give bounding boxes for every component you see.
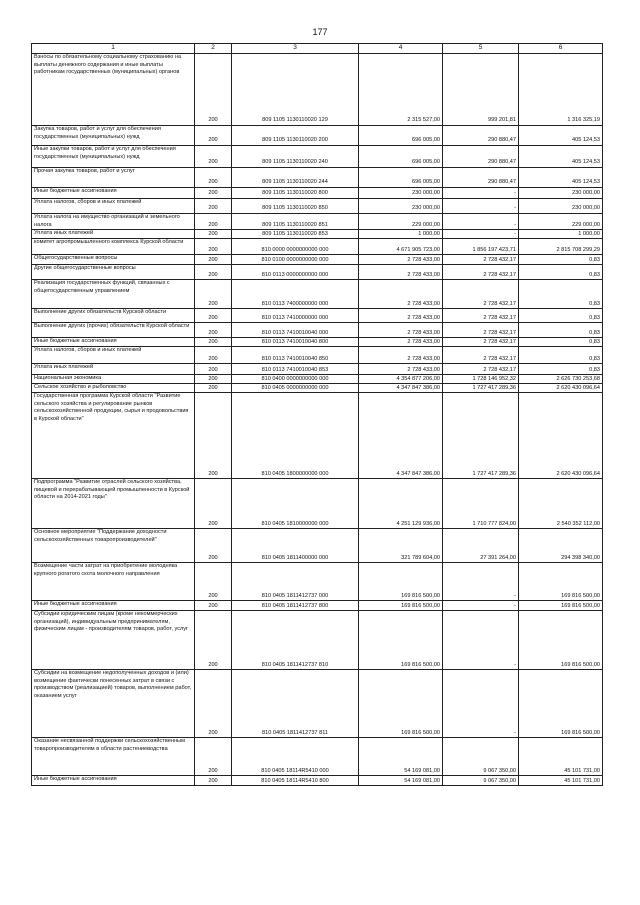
row-value-col5: -: [443, 230, 519, 239]
row-classification-code: 810 0405 1811400000 000: [232, 529, 359, 563]
table-row: [32, 280, 603, 309]
table-row: [32, 199, 603, 214]
row-value-col4: 2 315 527,00: [359, 54, 443, 126]
row-value-col5: 290 880,47: [443, 126, 519, 146]
row-value-col4: 696 005,00: [359, 168, 443, 188]
row-line-code: 200: [195, 214, 232, 230]
row-name: Другие общегосударственные вопросы: [32, 265, 195, 280]
row-line-code: 200: [195, 265, 232, 280]
row-value-col6: 294 398 340,00: [519, 529, 603, 563]
row-value-col5: -: [443, 214, 519, 230]
row-value-col4: 1 000,00: [359, 230, 443, 239]
row-line-code: 200: [195, 375, 232, 384]
row-value-col4: 2 728 433,00: [359, 364, 443, 375]
row-name: Национальная экономика: [32, 375, 195, 384]
row-line-code: 200: [195, 601, 232, 611]
row-value-col6: 229 000,00: [519, 214, 603, 230]
row-classification-code: 810 0405 1810000000 000: [232, 479, 359, 529]
row-value-col5: 1 710 777 824,00: [443, 479, 519, 529]
row-value-col6: 405 124,53: [519, 126, 603, 146]
row-value-col4: 54 169 081,00: [359, 738, 443, 776]
row-value-col4: 230 000,00: [359, 188, 443, 199]
row-value-col5: 2 728 432,17: [443, 323, 519, 338]
row-name: Подпрограмма "Развитие отраслей сельского хозяйства, пищевой и перерабатывающей промышленности в Курской области на 2014-2021 годы": [32, 479, 195, 529]
row-value-col4: 2 728 433,00: [359, 255, 443, 265]
table-row: [32, 323, 603, 338]
row-value-col5: -: [443, 601, 519, 611]
row-name: Уплата налогов, сборов и иных платежей: [32, 347, 195, 364]
row-value-col5: 1 727 417 289,36: [443, 384, 519, 393]
row-line-code: 200: [195, 230, 232, 239]
row-line-code: 200: [195, 563, 232, 601]
row-value-col5: 9 067 350,00: [443, 738, 519, 776]
row-value-col4: 696 005,00: [359, 146, 443, 168]
header-col-4: 4: [359, 44, 443, 54]
table-row: [32, 393, 603, 479]
row-name: Уплата налога на имущество организаций и земельного налога: [32, 214, 195, 230]
row-value-col6: 0,83: [519, 347, 603, 364]
row-classification-code: 810 0113 7410010040 800: [232, 338, 359, 347]
row-classification-code: 810 0113 0000000000 000: [232, 265, 359, 280]
row-value-col5: -: [443, 670, 519, 738]
row-name: Общегосударственные вопросы: [32, 255, 195, 265]
row-classification-code: 809 1105 1130110020 800: [232, 188, 359, 199]
row-line-code: 200: [195, 146, 232, 168]
row-name: Уплата иных платежей: [32, 364, 195, 375]
row-name: Выполнение других обязательств Курской области: [32, 309, 195, 323]
table-row: [32, 563, 603, 601]
row-value-col6: 2 620 430 096,64: [519, 384, 603, 393]
row-value-col4: 169 816 500,00: [359, 611, 443, 670]
table-row: [32, 168, 603, 188]
row-name: Государственная программа Курской области "Развитие сельского хозяйства и регулирование рынков сельскохозяйственной продукции, сырья и продовольствия в Курской области": [32, 393, 195, 479]
row-name: Возмещение части затрат на приобретение молодняка крупного рогатого скота молочного направления: [32, 563, 195, 601]
row-line-code: 200: [195, 338, 232, 347]
row-classification-code: 809 1105 1130110020 851: [232, 214, 359, 230]
row-value-col4: 54 169 081,00: [359, 776, 443, 786]
row-classification-code: 810 0113 7410000000 000: [232, 309, 359, 323]
row-value-col5: 9 067 350,00: [443, 776, 519, 786]
row-name: Сельское хозяйство и рыболовство: [32, 384, 195, 393]
row-classification-code: 810 0405 1811412737 800: [232, 601, 359, 611]
row-line-code: 200: [195, 309, 232, 323]
row-value-col4: 4 347 847 386,00: [359, 384, 443, 393]
row-name: Иные бюджетные ассигнования: [32, 776, 195, 786]
row-value-col6: 169 816 500,00: [519, 670, 603, 738]
row-classification-code: 810 0405 1811412737 811: [232, 670, 359, 738]
row-classification-code: 810 0113 7410010040 000: [232, 323, 359, 338]
row-name: Взносы по обязательному социальному страхованию на выплаты денежного содержания и иные выплаты работникам государственных (муниципальных) органов: [32, 54, 195, 126]
row-classification-code: 810 0405 1811412737 000: [232, 563, 359, 601]
header-col-1: 1: [32, 44, 195, 54]
header-col-5: 5: [443, 44, 519, 54]
row-classification-code: 810 0113 7410010040 853: [232, 364, 359, 375]
row-value-col4: 321 789 604,00: [359, 529, 443, 563]
table-row: [32, 126, 603, 146]
row-line-code: 200: [195, 54, 232, 126]
row-value-col4: 169 816 500,00: [359, 563, 443, 601]
row-value-col6: 230 000,00: [519, 188, 603, 199]
row-value-col6: 2 815 708 299,29: [519, 239, 603, 255]
row-value-col6: 169 816 500,00: [519, 611, 603, 670]
table-row: [32, 611, 603, 670]
row-name: Субсидии юридическим лицам (кроме некоммерческих организаций), индивидуальным предпринимателям, физическим лицам - производителям товаров, работ, услуг: [32, 611, 195, 670]
row-value-col6: 0,83: [519, 364, 603, 375]
row-line-code: 200: [195, 255, 232, 265]
table-row: [32, 188, 603, 199]
row-value-col5: -: [443, 199, 519, 214]
table-row: [32, 239, 603, 255]
row-value-col6: 2 626 730 253,68: [519, 375, 603, 384]
row-classification-code: 809 1105 1130110020 129: [232, 54, 359, 126]
row-name: Реализация государственных функций, связанных с общегосударственным управлением: [32, 280, 195, 309]
row-classification-code: 810 0405 0000000000 000: [232, 384, 359, 393]
page-number: 177: [312, 27, 328, 37]
row-line-code: 200: [195, 126, 232, 146]
row-classification-code: 810 0405 18114R5410 000: [232, 738, 359, 776]
table-row: [32, 529, 603, 563]
row-value-col6: 0,83: [519, 255, 603, 265]
row-name: Иные бюджетные ассигнования: [32, 601, 195, 611]
row-name: Основное мероприятие "Поддержание доходности сельскохозяйственных товаропроизводителей": [32, 529, 195, 563]
row-line-code: 200: [195, 168, 232, 188]
row-line-code: 200: [195, 529, 232, 563]
row-value-col6: 169 816 500,00: [519, 601, 603, 611]
row-value-col4: 169 816 500,00: [359, 601, 443, 611]
row-line-code: 200: [195, 393, 232, 479]
row-value-col4: 2 728 433,00: [359, 309, 443, 323]
table-row: [32, 214, 603, 230]
table-header-row: [32, 44, 603, 54]
row-value-col5: 2 728 432,17: [443, 265, 519, 280]
table-row: [32, 265, 603, 280]
row-name: Прочая закупка товаров, работ и услуг: [32, 168, 195, 188]
row-classification-code: 810 0405 18114R5410 800: [232, 776, 359, 786]
row-value-col5: 290 880,47: [443, 146, 519, 168]
row-value-col5: 27 391 264,00: [443, 529, 519, 563]
row-value-col4: 2 728 433,00: [359, 323, 443, 338]
row-value-col6: 405 124,53: [519, 146, 603, 168]
table-row: [32, 738, 603, 776]
row-value-col6: 0,83: [519, 323, 603, 338]
row-line-code: 200: [195, 479, 232, 529]
header-col-2: 2: [195, 44, 232, 54]
row-value-col6: 1 000,00: [519, 230, 603, 239]
row-classification-code: 810 0113 7410010040 850: [232, 347, 359, 364]
table-row: [32, 364, 603, 375]
header-col-3: 3: [232, 44, 359, 54]
row-value-col6: 0,83: [519, 309, 603, 323]
table-row: [32, 776, 603, 786]
row-name: Иные закупки товаров, работ и услуг для обеспечения государственных (муниципальных) нужд: [32, 146, 195, 168]
row-value-col5: 1 728 146 952,32: [443, 375, 519, 384]
table-row: [32, 670, 603, 738]
row-value-col6: 405 124,53: [519, 168, 603, 188]
table-row: [32, 146, 603, 168]
row-line-code: 200: [195, 738, 232, 776]
budget-table: [31, 43, 603, 786]
table-row: [32, 309, 603, 323]
row-name: Оказание несвязанной поддержки сельскохозяйственным товаропроизводителям в области растениеводства: [32, 738, 195, 776]
row-value-col4: 229 000,00: [359, 214, 443, 230]
row-name: Субсидии на возмещение недополученных доходов и (или) возмещение фактически понесенных затрат в связи с производством (реализацией) товаров, выполнением работ, оказанием услуг: [32, 670, 195, 738]
row-line-code: 200: [195, 776, 232, 786]
row-value-col6: 1 316 325,19: [519, 54, 603, 126]
row-value-col6: 2 620 430 096,64: [519, 393, 603, 479]
row-classification-code: 809 1105 1130110020 200: [232, 126, 359, 146]
row-line-code: 200: [195, 364, 232, 375]
row-value-col4: 4 354 877 206,00: [359, 375, 443, 384]
table-row: [32, 230, 603, 239]
row-value-col4: 4 251 129 936,00: [359, 479, 443, 529]
row-value-col5: -: [443, 611, 519, 670]
table-row: [32, 384, 603, 393]
row-value-col6: 0,83: [519, 338, 603, 347]
row-name: Уплата иных платежей: [32, 230, 195, 239]
row-value-col6: 0,83: [519, 280, 603, 309]
row-name: Иные бюджетные ассигнования: [32, 338, 195, 347]
table-row: [32, 54, 603, 126]
row-value-col5: 2 728 432,17: [443, 347, 519, 364]
row-line-code: 200: [195, 384, 232, 393]
row-name: Иные бюджетные ассигнования: [32, 188, 195, 199]
row-line-code: 200: [195, 611, 232, 670]
row-line-code: 200: [195, 347, 232, 364]
row-value-col5: 2 728 432,17: [443, 364, 519, 375]
row-line-code: 200: [195, 199, 232, 214]
row-name: Закупка товаров, работ и услуг для обеспечения государственных (муниципальных) нужд: [32, 126, 195, 146]
row-line-code: 200: [195, 323, 232, 338]
row-classification-code: 810 0000 0000000000 000: [232, 239, 359, 255]
row-value-col5: -: [443, 188, 519, 199]
row-value-col5: 2 728 432,17: [443, 280, 519, 309]
row-value-col4: 4 347 847 386,00: [359, 393, 443, 479]
row-classification-code: 810 0405 1800000000 000: [232, 393, 359, 479]
row-value-col5: 290 880,47: [443, 168, 519, 188]
row-value-col5: 1 727 417 289,36: [443, 393, 519, 479]
row-classification-code: 810 0400 0000000000 000: [232, 375, 359, 384]
row-classification-code: 809 1105 1130110020 244: [232, 168, 359, 188]
row-classification-code: 809 1105 1130110020 853: [232, 230, 359, 239]
header-col-6: 6: [519, 44, 603, 54]
row-value-col6: 230 000,00: [519, 199, 603, 214]
row-classification-code: 810 0405 1811412737 810: [232, 611, 359, 670]
row-value-col5: -: [443, 563, 519, 601]
row-value-col5: 2 728 432,17: [443, 338, 519, 347]
row-name: комитет агропромышленного комплекса Курской области: [32, 239, 195, 255]
row-line-code: 200: [195, 670, 232, 738]
table-row: [32, 338, 603, 347]
row-value-col6: 2 540 352 112,00: [519, 479, 603, 529]
table-row: [32, 601, 603, 611]
table-row: [32, 375, 603, 384]
row-line-code: 200: [195, 280, 232, 309]
row-classification-code: 810 0100 0000000000 000: [232, 255, 359, 265]
row-value-col4: 230 000,00: [359, 199, 443, 214]
row-value-col5: 999 201,81: [443, 54, 519, 126]
row-value-col5: 2 728 432,17: [443, 309, 519, 323]
row-classification-code: 809 1105 1130110020 850: [232, 199, 359, 214]
row-value-col4: 169 816 500,00: [359, 670, 443, 738]
row-value-col6: 45 101 731,00: [519, 738, 603, 776]
row-name: Выполнение других (прочих) обязательств Курской области: [32, 323, 195, 338]
row-value-col5: 1 856 197 423,71: [443, 239, 519, 255]
row-line-code: 200: [195, 239, 232, 255]
row-value-col4: 696 005,00: [359, 126, 443, 146]
row-value-col4: 2 728 433,00: [359, 280, 443, 309]
row-classification-code: 809 1105 1130110020 240: [232, 146, 359, 168]
row-name: Уплата налогов, сборов и иных платежей: [32, 199, 195, 214]
row-value-col6: 45 101 731,00: [519, 776, 603, 786]
row-classification-code: 810 0113 7400000000 000: [232, 280, 359, 309]
row-value-col4: 4 671 905 723,00: [359, 239, 443, 255]
table-row: [32, 479, 603, 529]
row-value-col4: 2 728 433,00: [359, 347, 443, 364]
row-value-col4: 2 728 433,00: [359, 265, 443, 280]
row-line-code: 200: [195, 188, 232, 199]
row-value-col5: 2 728 432,17: [443, 255, 519, 265]
row-value-col6: 0,83: [519, 265, 603, 280]
row-value-col4: 2 728 433,00: [359, 338, 443, 347]
table-row: [32, 347, 603, 364]
row-value-col6: 169 816 500,00: [519, 563, 603, 601]
table-row: [32, 255, 603, 265]
